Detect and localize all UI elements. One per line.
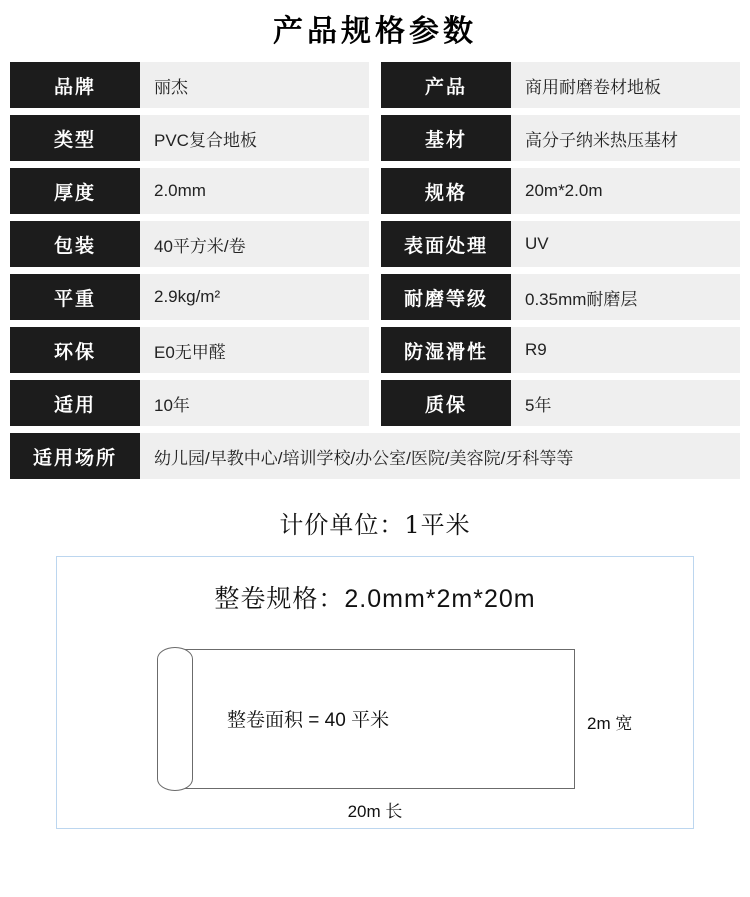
roll-area-label: 整卷面积 = 40 平米 [227, 710, 390, 731]
roll-width-label: 2m 宽 [587, 714, 633, 733]
spec-pair-left [10, 62, 375, 108]
spec-label: 防湿滑性 [381, 327, 511, 373]
spec-value: 2.9kg/m² [140, 274, 369, 320]
pricing-unit-note: 计价单位：1平米 [279, 511, 471, 539]
spec-value: E0无甲醛 [140, 327, 369, 373]
spec-pair-right [375, 62, 740, 108]
spec-label: 品牌 [10, 62, 140, 108]
spec-value: 5年 [511, 380, 740, 426]
spec-table [10, 62, 740, 426]
spec-label: 表面处理 [381, 221, 511, 267]
spec-pair-left [10, 221, 375, 267]
spec-pair-right [375, 274, 740, 320]
spec-value: PVC复合地板 [140, 115, 369, 161]
table-row [10, 380, 740, 426]
spec-value: 幼儿园/早教中心/培训学校/办公室/医院/美容院/牙科等等 [140, 433, 740, 479]
spec-pair-right [375, 115, 740, 161]
table-row [10, 327, 740, 373]
spec-label: 厚度 [10, 168, 140, 214]
spec-label: 产品 [381, 62, 511, 108]
spec-pair-left [10, 274, 375, 320]
spec-value: 商用耐磨卷材地板 [511, 62, 740, 108]
spec-pair-left [10, 327, 375, 373]
spec-pair-right [375, 327, 740, 373]
spec-label: 包装 [10, 221, 140, 267]
spec-label: 平重 [10, 274, 140, 320]
spec-pair-left [10, 115, 375, 161]
spec-label: 耐磨等级 [381, 274, 511, 320]
table-row [10, 62, 740, 108]
spec-pair-right [375, 380, 740, 426]
spec-value: 20m*2.0m [511, 168, 740, 214]
spec-value: UV [511, 221, 740, 267]
table-row [10, 221, 740, 267]
spec-label: 环保 [10, 327, 140, 373]
spec-label: 质保 [381, 380, 511, 426]
table-row-full [10, 433, 740, 479]
spec-value: 2.0mm [140, 168, 369, 214]
roll-diagram [56, 556, 694, 829]
spec-label: 类型 [10, 115, 140, 161]
spec-pair-right [375, 168, 740, 214]
spec-value: 丽杰 [140, 62, 369, 108]
roll-core-shape [157, 647, 193, 791]
spec-value: 10年 [140, 380, 369, 426]
spec-label: 规格 [381, 168, 511, 214]
roll-length-label: 20m 长 [347, 802, 403, 821]
spec-value: 40平方米/卷 [140, 221, 369, 267]
roll-illustration [157, 649, 577, 789]
spec-value: R9 [511, 327, 740, 373]
diagram-title: 整卷规格：2.0mm*2m*20m [214, 585, 536, 613]
table-row [10, 168, 740, 214]
spec-label: 适用 [10, 380, 140, 426]
page-title: 产品规格参数 [273, 14, 477, 49]
table-row [10, 274, 740, 320]
spec-label: 基材 [381, 115, 511, 161]
table-row [10, 115, 740, 161]
spec-value: 0.35mm耐磨层 [511, 274, 740, 320]
spec-pair-left [10, 168, 375, 214]
spec-pair-right [375, 221, 740, 267]
spec-pair-left [10, 380, 375, 426]
spec-value: 高分子纳米热压基材 [511, 115, 740, 161]
spec-label: 适用场所 [10, 433, 140, 479]
